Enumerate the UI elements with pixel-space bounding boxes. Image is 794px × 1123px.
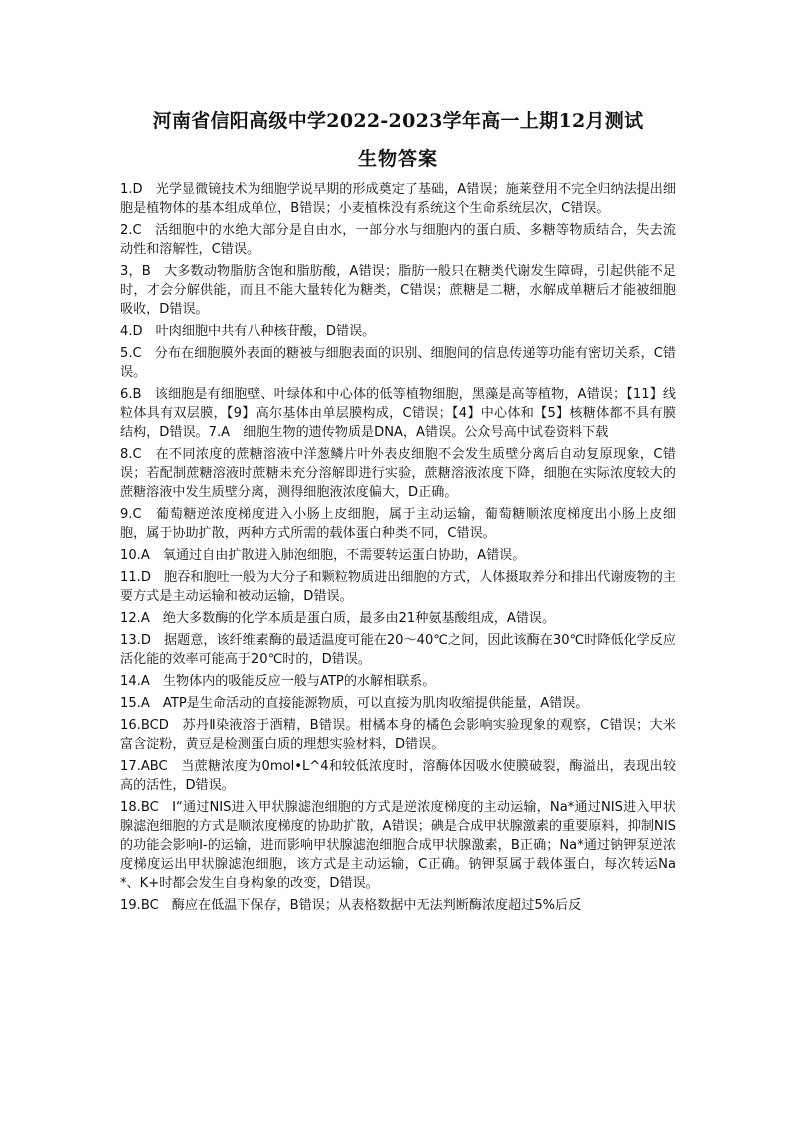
answer-item: 2.C 活细胞中的水绝大部分是自由水，一部分水与细胞内的蛋白质、多糖等物质结合，失去流动性和溶解性，C错误。 xyxy=(120,223,676,257)
answer-item: 9.C 葡萄糖逆浓度梯度进入小肠上皮细胞，属于主动运输，葡萄糖顺浓度梯度出小肠上皮细胞，属于协助扩散，两种方式所需的载体蛋白种类不同，C错误。 xyxy=(120,507,676,541)
answer-item: 15.A ATP是生命活动的直接能源物质，可以直接为肌肉收缩提供能量，A错误。 xyxy=(120,696,589,711)
answer-item: 4.D 叶肉细胞中共有八种核苷酸，D错误。 xyxy=(120,324,376,339)
answer-item: 5.C 分布在细胞膜外表面的糖被与细胞表面的识别、细胞间的信息传递等功能有密切关系，C错误。 xyxy=(120,346,676,380)
answer-item: 17.ABC 当蔗糖浓度为0mol•L^4和较低浓度时，溶酶体因吸水使膜破裂，酶溢出，表现出较高的活性，D错误。 xyxy=(120,759,676,793)
answer-item: 11.D 胞吞和胞吐一般为大分子和颗粒物质进出细胞的方式，人体摄取养分和排出代谢废物的主要方式是主动运输和被动运输，D错误。 xyxy=(120,570,676,604)
answer-list xyxy=(120,180,676,915)
answer-item: 1.D 光学显微镜技术为细胞学说早期的形成奠定了基础，A错误；施莱登用不完全归纳法提出细胞是植物体的基本组成单位，B错误；小麦植株没有系统这个生命系统层次，C错误。 xyxy=(120,182,676,216)
answer-item: 18.BC I“通过NIS进入甲状腺滤泡细胞的方式是逆浓度梯度的主动运输，Na*通过NIS进入甲状腺滤泡细胞的方式是顺浓度梯度的协助扩散，A错误；碘是合成甲状腺激素的重要原料，抑制NIS的功能会影响I-的运输，进而影响甲状腺滤泡细胞合成甲状腺激素，B正确；Na*通过钠钾泵逆浓度梯度运出甲状腺滤泡细胞，该方式是主动运输，C正确。钠钾泵属于载体蛋白，每次转运Na*、K+时都会发生自身构象的改变，D错误。 xyxy=(120,800,676,891)
document-title: 河南省信阳高级中学2022-2023学年高一上期12月测试 xyxy=(152,110,644,132)
answer-item: 6.B 该细胞是有细胞壁、叶绿体和中心体的低等植物细胞，黑藻是高等植物，A错误；【11】线粒体具有双层膜，【9】高尔基体由单层膜构成，C错误；【4】中心体和【5】核糖体都不具有膜结构，D错误。7.A 细胞生物的遗传物质是DNA，A错误。公众号高中试卷资料下载 xyxy=(120,387,676,440)
document-subtitle: 生物答案 xyxy=(357,148,438,170)
answer-item: 3，B 大多数动物脂肪含饱和脂肪酸，A错误；脂肪一般只在糖类代谢发生障碍，引起供能不足时，才会分解供能，而且不能大量转化为糖类，C错误；蔗糖是二糖，水解成单糖后才能被细胞吸收，D错误。 xyxy=(120,264,676,317)
answer-item: 19.BC 酶应在低温下保存，B错误；从表格数据中无法判断酶浓度超过5%后反 xyxy=(120,898,582,913)
answer-item: 13.D 据题意，该纤维素酶的最适温度可能在20～40℃之间，因此该酶在30℃时降低化学反应活化能的效率可能高于20℃时的，D错误。 xyxy=(120,633,676,667)
answer-item: 12.A 绝大多数酶的化学本质是蛋白质，最多由21种氨基酸组成，A错误。 xyxy=(120,611,556,626)
answer-item: 14.A 生物体内的吸能反应一般与ATP的水解相联系。 xyxy=(120,674,436,689)
answer-item: 8.C 在不同浓度的蔗糖溶液中洋葱鳞片叶外表皮细胞不会发生质壁分离后自动复原现象，C错误；若配制蔗糖溶液时蔗糖未充分溶解即进行实验，蔗糖溶液浓度下降，细胞在实际浓度较大的蔗糖溶液中发生质壁分离，测得细胞液浓度偏大，D正确。 xyxy=(120,447,676,500)
answer-item: 10.A 氧通过自由扩散进入肺泡细胞，不需要转运蛋白协助，A错误。 xyxy=(120,548,526,563)
answer-item: 16.BCD 苏丹Ⅱ染液溶于酒精，B错误。柑橘本身的橘色会影响实验现象的观察，C错误；大米富含淀粉，黄豆是检测蛋白质的理想实验材料，D错误。 xyxy=(120,718,676,752)
